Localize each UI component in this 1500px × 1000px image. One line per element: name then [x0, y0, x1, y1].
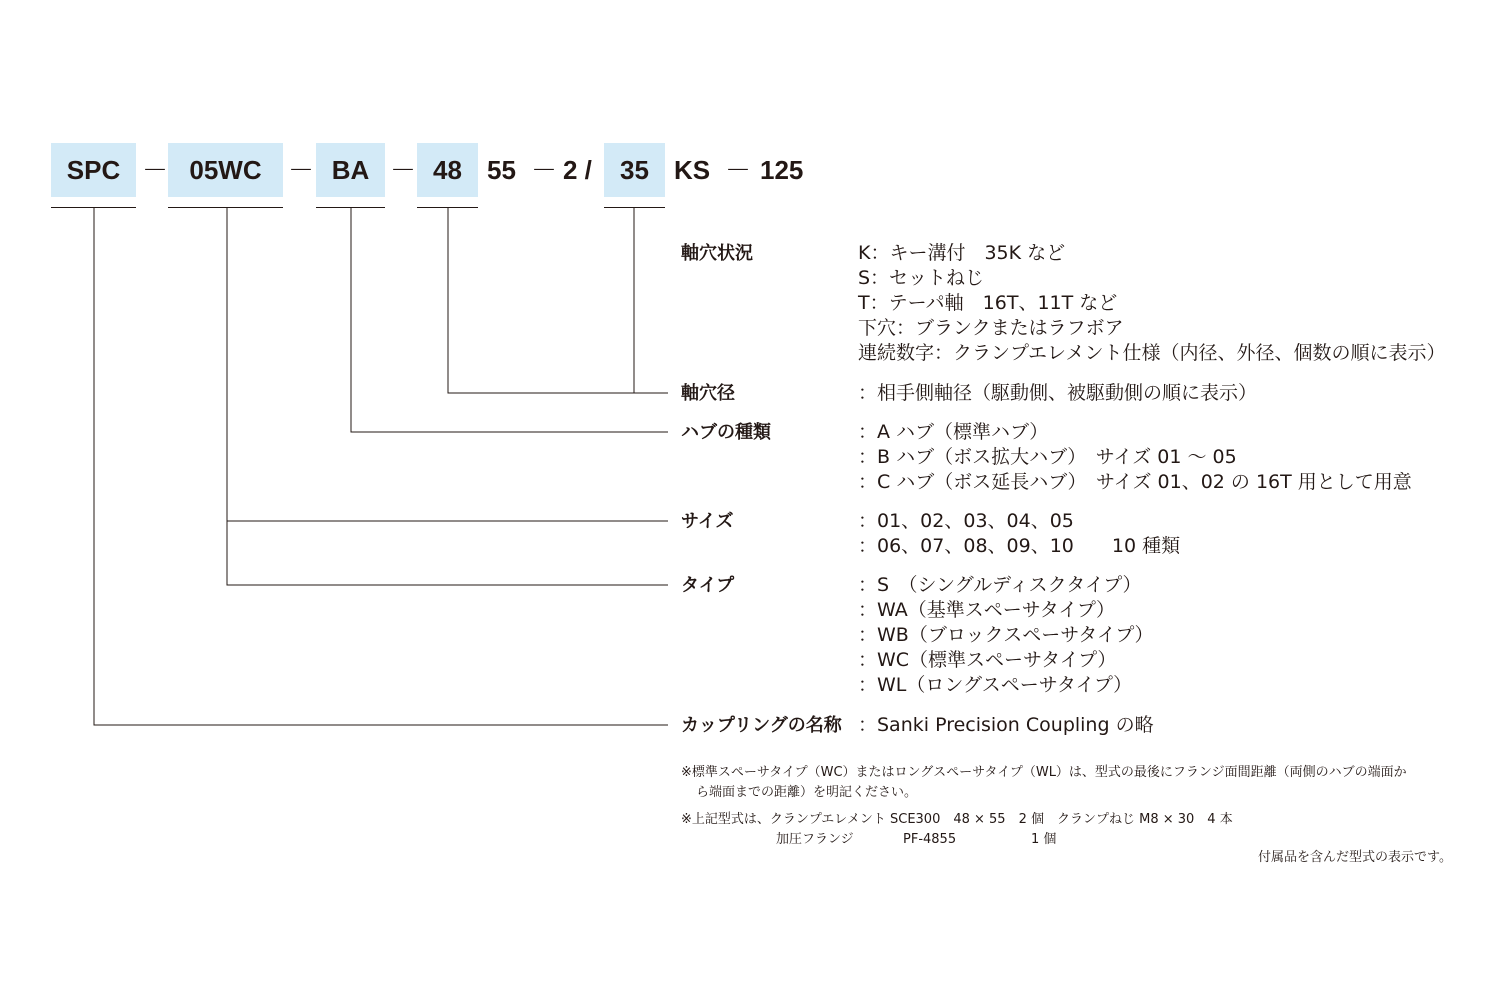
code-seg-ks: KS [674, 155, 711, 185]
desc-line: ：WA（基準スペーサタイプ） [858, 599, 1116, 621]
leader-hub [351, 207, 668, 432]
desc-line: ：06、07、08、09、10 10 種類 [858, 535, 1181, 557]
code-seg-bore2: 55 [487, 155, 516, 185]
desc-size [858, 509, 1180, 559]
desc-line: K：キー溝付 35K など [858, 242, 1066, 264]
desc-line: ：WC（標準スペーサタイプ） [858, 649, 1117, 671]
leader-type [227, 521, 668, 585]
desc-line: T：テーパ軸 16T、11T など [858, 292, 1118, 314]
code-separator: － [725, 155, 752, 185]
desc-line: ：C ハブ（ボス延長ハブ） サイズ 01、02 の 16T 用として用意 [858, 471, 1412, 493]
note-1-line-2: ら端面までの距離）を明記ください。 [696, 785, 918, 800]
desc-bore-dia [858, 381, 1257, 406]
label-name: カップリングの名称 [681, 715, 842, 736]
desc-line: S：セットねじ [858, 267, 985, 289]
leader-bore-dia [448, 207, 668, 393]
note-2-flange: 加圧フランジ [776, 832, 854, 847]
code-seg-hub: BA [316, 143, 385, 197]
code-separator: － [288, 155, 315, 185]
leader-name [94, 207, 668, 725]
leader-bore-state [634, 207, 668, 393]
code-seg-spc: SPC [51, 143, 136, 197]
code-seg-qty: 2 / [563, 155, 592, 185]
label-bore-state: 軸穴状況 [681, 243, 753, 264]
desc-line: 連続数字：クランプエレメント仕様（内径、外径、個数の順に表示） [858, 342, 1446, 364]
code-separator: － [531, 155, 558, 185]
desc-hub [858, 420, 1412, 495]
desc-line: ：01、02、03、04、05 [858, 510, 1074, 532]
code-seg-length: 125 [760, 155, 804, 185]
desc-line: ：WB（ブロックスペーサタイプ） [858, 624, 1154, 646]
note-3: 付属品を含んだ型式の表示です。 [1258, 850, 1452, 865]
code-seg-bore1: 48 [417, 143, 478, 197]
desc-line: ：S （シングルディスクタイプ） [858, 574, 1142, 596]
desc-type [858, 573, 1154, 698]
label-hub: ハブの種類 [681, 422, 771, 443]
note-2-line-1: ※上記型式は、クランプエレメント SCE300 48 × 55 2 個 クランプねじ M8 × 30 4 本 [681, 812, 1233, 827]
code-seg-size-type: 05WC [168, 143, 283, 197]
desc-line: ：B ハブ（ボス拡大ハブ） サイズ 01 ～ 05 [858, 446, 1237, 468]
code-separator: － [142, 155, 169, 185]
note-2-flange-qty: 1 個 [1031, 832, 1057, 847]
note-2-flange-model: PF-4855 [903, 832, 957, 847]
code-separator: － [390, 155, 417, 185]
label-size: サイズ [681, 511, 734, 532]
note-1-line-1: ※標準スペーサタイプ（WC）またはロングスペーサタイプ（WL）は、型式の最後にフランジ面間距離（両側のハブの端面か [681, 765, 1407, 780]
desc-bore-state [858, 241, 1445, 366]
desc-line: ：相手側軸径（駆動側、被駆動側の順に表示） [858, 382, 1258, 404]
label-bore-dia: 軸穴径 [681, 383, 735, 404]
desc-line: ：WL（ロングスペーサタイプ） [858, 674, 1133, 696]
desc-line: ：A ハブ（標準ハブ） [858, 421, 1049, 443]
desc-name [858, 713, 1154, 738]
code-seg-bore-state: 35 [604, 143, 665, 197]
label-type: タイプ [681, 575, 735, 596]
desc-line: 下穴：ブランクまたはラフボア [858, 317, 1124, 339]
desc-line: ：Sanki Precision Coupling の略 [858, 714, 1154, 736]
